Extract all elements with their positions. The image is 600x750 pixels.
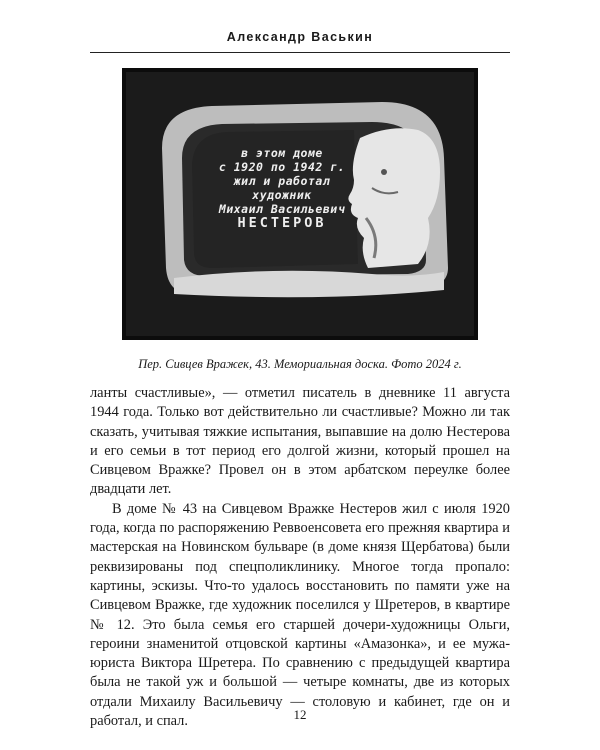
plaque-line: в этом доме [241, 146, 323, 160]
paragraph: ланты счастливые», — отметил писатель в дневнике 11 августа 1944 года. Только вот действительно ли счастливые? Можно ли так сказать, учитывая тяжкие испытания, выпавшие на долю Нестерова и его семьи в тот период его долгой жизни, который прошел на Сивцевом Вражке? Провел он в этом арбатском переулке более двадцати лет. [90, 385, 510, 498]
plaque-inscription [202, 146, 362, 230]
plaque-line: жил и работал [233, 174, 331, 188]
memorial-plaque-photo [122, 68, 478, 340]
plaque-line: Михаил Васильевич [218, 202, 346, 216]
plaque-name: НЕСТЕРОВ [237, 215, 327, 231]
plaque-line: художник [252, 188, 312, 202]
paragraph: В доме № 43 на Сивцевом Вражке Нестеров жил с июля 1920 года, когда по распоряжению Реввоенсовета его прежняя квартира и мастерская на Новинском бульваре (в доме князя Щербатова) были реквизированы под спецполиклинику. Многое тогда пропало: картины, эскизы. Что-то удалось восстановить по памяти уже на Сивцевом Вражке, где художник поселился у Шретеров, в квартире № 12. Это была семья его старшей дочери-художницы Ольги, героини знаменитой отцовской картины «Амазонка», и ее мужа-юриста Виктора Шретера. По сравнению с предыдущей квартира была не такой уж и большой — четыре комнаты, две из которых отдали Михаилу Васильевичу — столовую и кабинет, где он и работал, и спал. [90, 500, 510, 730]
running-head: Александр Васькин [226, 30, 374, 44]
figure-caption: Пер. Сивцев Вражек, 43. Мемориальная доска. Фото 2024 г. [138, 357, 462, 371]
page-number: 12 [293, 707, 307, 722]
plaque-line: с 1920 по 1942 г. [218, 160, 346, 174]
body-text [90, 384, 510, 731]
header-rule [90, 52, 510, 53]
